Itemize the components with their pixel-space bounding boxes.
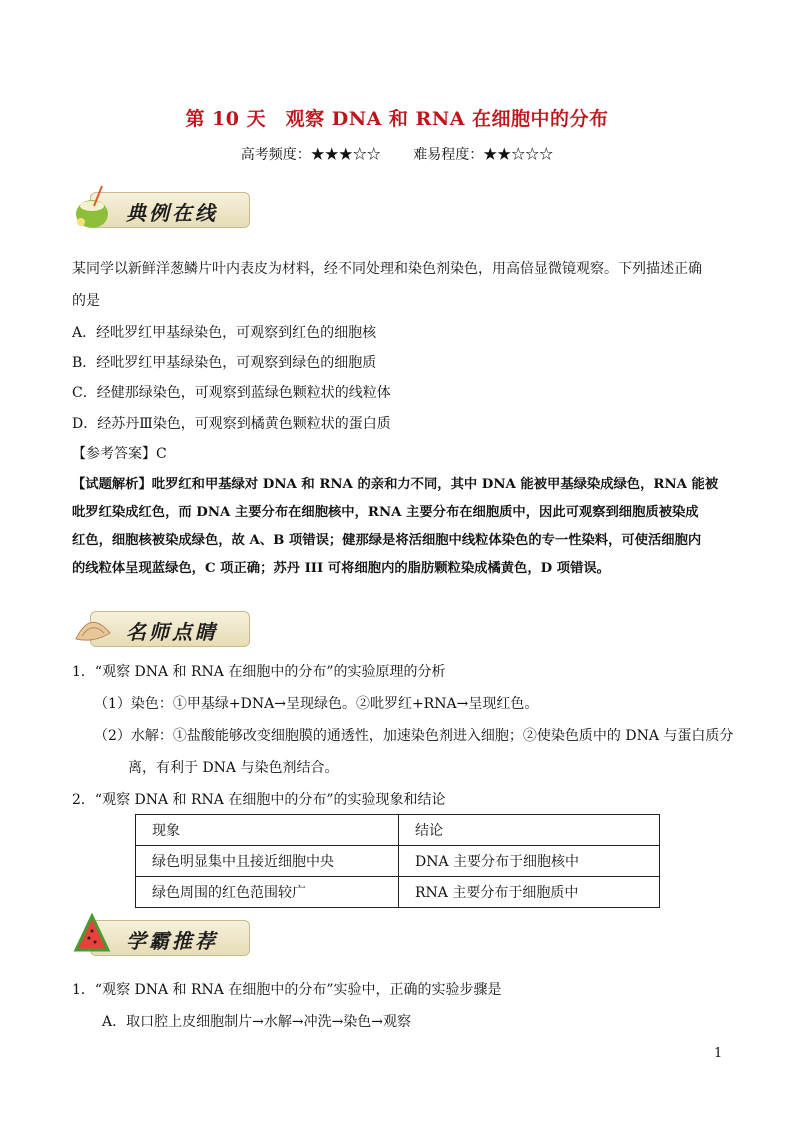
question-stem-line1: 某同学以新鲜洋葱鳞片叶内表皮为材料，经不同处理和染色剂染色，用高倍显微镜观察。下列描述正确 [72,261,702,277]
table-header-cell: 现象 [136,815,399,846]
option-c: C．经健那绿染色，可观察到蓝绿色颗粒状的线粒体 [72,385,391,401]
example-banner-label: 典例在线 [126,201,218,225]
example-banner [72,184,252,234]
reference-answer: 【参考答案】C [72,446,167,462]
difficulty-rating: 难易程度：★★☆☆☆ [413,147,554,163]
table-cell: 绿色周围的红色范围较广 [136,877,399,908]
table-cell: DNA 主要分布于细胞核中 [399,846,660,877]
point1-a: （1）染色：①甲基绿+DNA→呈现绿色。②吡罗红+RNA→呈现红色。 [94,696,539,712]
table-row [136,846,660,877]
option-a: A．经吡罗红甲基绿染色，可观察到红色的细胞核 [72,325,377,341]
analysis-line: 吡罗红染成红色，而 DNA 主要分布在细胞核中，RNA 主要分布在细胞质中，因此可观察到细胞质被染成 [72,505,699,520]
analysis-block [72,471,732,583]
option-d: D．经苏丹Ⅲ染色，可观察到橘黄色颗粒状的蛋白质 [72,416,391,432]
table-header-row [136,815,660,846]
page-title: 第 10 天 观察 DNA 和 RNA 在细胞中的分布 [185,108,609,130]
rating-line [0,144,794,164]
recommend-q1: 1．“观察 DNA 和 RNA 在细胞中的分布”实验中，正确的实验步骤是 [72,982,502,998]
recommend-q1-option-a: A．取口腔上皮细胞制片→水解→冲洗→染色→观察 [102,1014,412,1030]
point1-b-line1: （2）水解：①盐酸能够改变细胞膜的通透性，加速染色剂进入细胞；②使染色质中的 DNA 与蛋白质分 [94,728,734,744]
question-stem-line2: 的是 [72,293,100,309]
analysis-line: 红色，细胞核被染成绿色，故 A、B 项错误；健那绿是将活细胞中线粒体染色的专一性染料，可使活细胞内 [72,533,702,548]
teacher-banner-label: 名师点睛 [126,620,218,644]
point1-title: 1．“观察 DNA 和 RNA 在细胞中的分布”的实验原理的分析 [72,664,446,680]
results-table [135,814,660,908]
teacher-banner [72,603,252,653]
recommend-banner [72,912,252,962]
point2-title: 2．“观察 DNA 和 RNA 在细胞中的分布”的实验现象和结论 [72,792,446,808]
table-header-cell: 结论 [399,815,660,846]
watermelon-icon [72,912,112,958]
point1-b-line2: 离，有利于 DNA 与染色剂结合。 [128,760,339,776]
recommend-banner-label: 学霸推荐 [126,929,218,953]
analysis-line: 【试题解析】吡罗红和甲基绿对 DNA 和 RNA 的亲和力不同，其中 DNA 能被甲基绿染成绿色，RNA 能被 [72,477,719,492]
frequency-rating: 高考频度：★★★☆☆ [240,147,381,163]
table-row [136,877,660,908]
option-b: B．经吡罗红甲基绿染色，可观察到绿色的细胞质 [72,355,377,371]
coconut-icon [72,184,112,230]
table-cell: RNA 主要分布于细胞质中 [399,877,660,908]
analysis-line: 的线粒体呈现蓝绿色，C 项正确；苏丹 III 可将细胞内的脂肪颗粒染成橘黄色，D 项错误。 [72,561,610,576]
shell-icon [72,603,112,649]
page-number: 1 [714,1046,723,1061]
table-cell: 绿色明显集中且接近细胞中央 [136,846,399,877]
